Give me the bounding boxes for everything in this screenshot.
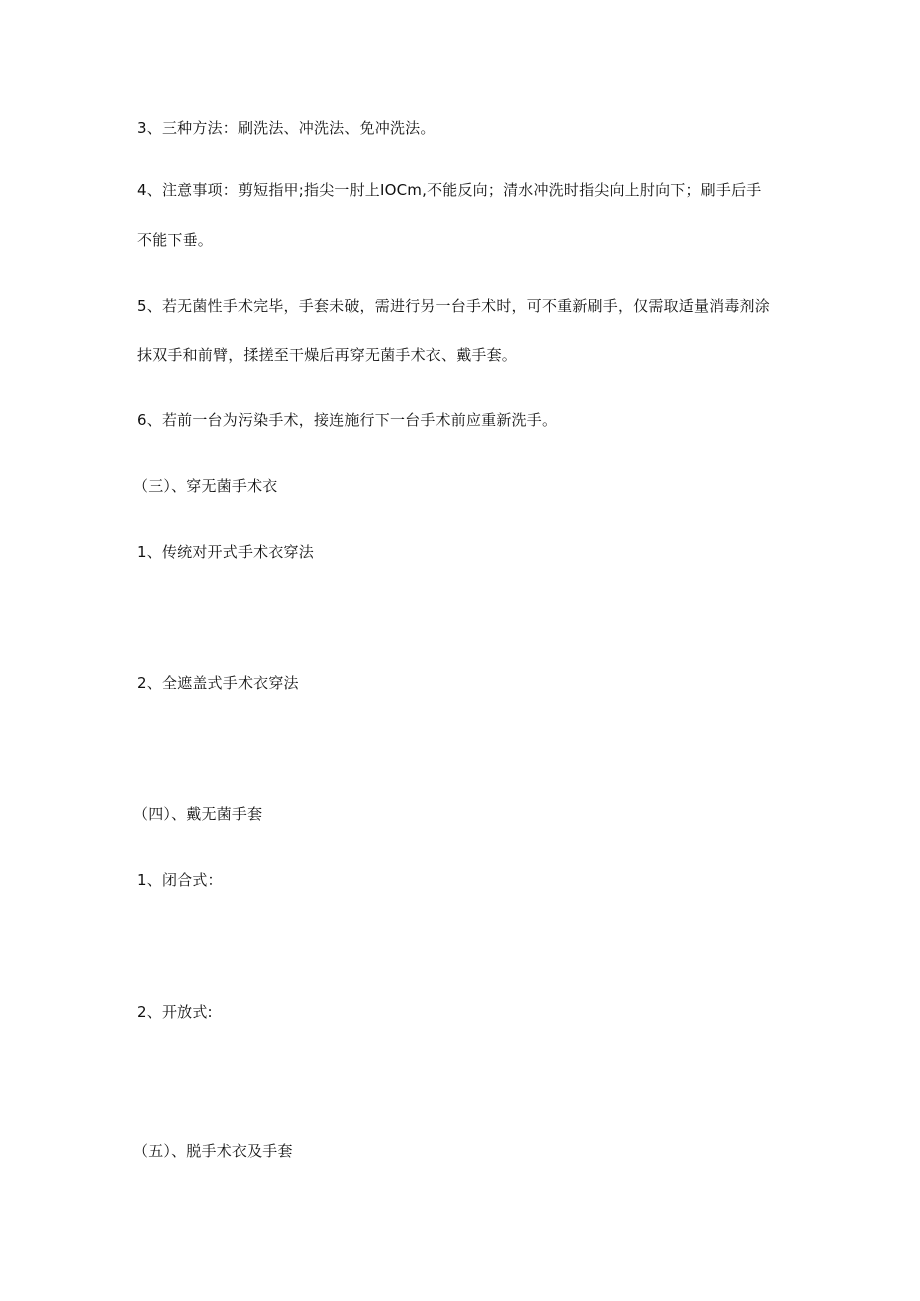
item-aseptic-surgery-rule: 5、若无菌性手术完毕，手套未破，需进行另一台手术时，可不重新刷手，仅需取适量消毒剂涂	[137, 297, 770, 315]
section-heading-sterile-gloves: （四）、戴无菌手套	[133, 805, 263, 823]
section-heading-surgical-gown: （三）、穿无菌手术衣	[133, 477, 278, 495]
item-precautions-continued: 不能下垂。	[137, 231, 214, 249]
item-contaminated-surgery-rule: 6、若前一台为污染手术，接连施行下一台手术前应重新洗手。	[137, 411, 558, 429]
item-precautions: 4、注意事项：剪短指甲;指尖一肘上IOCm,不能反向；清水冲洗时指尖向上肘向下；刷手后手	[137, 181, 762, 199]
item-traditional-gown-method: 1、传统对开式手术衣穿法	[137, 543, 314, 561]
item-three-methods: 3、三种方法：刷洗法、冲洗法、免冲洗法。	[137, 119, 436, 137]
item-full-cover-gown-method: 2、全遮盖式手术衣穿法	[137, 674, 299, 692]
item-open-glove-method: 2、开放式:	[137, 1003, 213, 1021]
item-closed-glove-method: 1、闭合式：	[137, 871, 223, 889]
item-aseptic-surgery-rule-continued: 抹双手和前臂，揉搓至干燥后再穿无菌手术衣、戴手套。	[137, 346, 518, 364]
section-heading-remove-gown-gloves: （五）、脱手术衣及手套	[133, 1142, 293, 1160]
